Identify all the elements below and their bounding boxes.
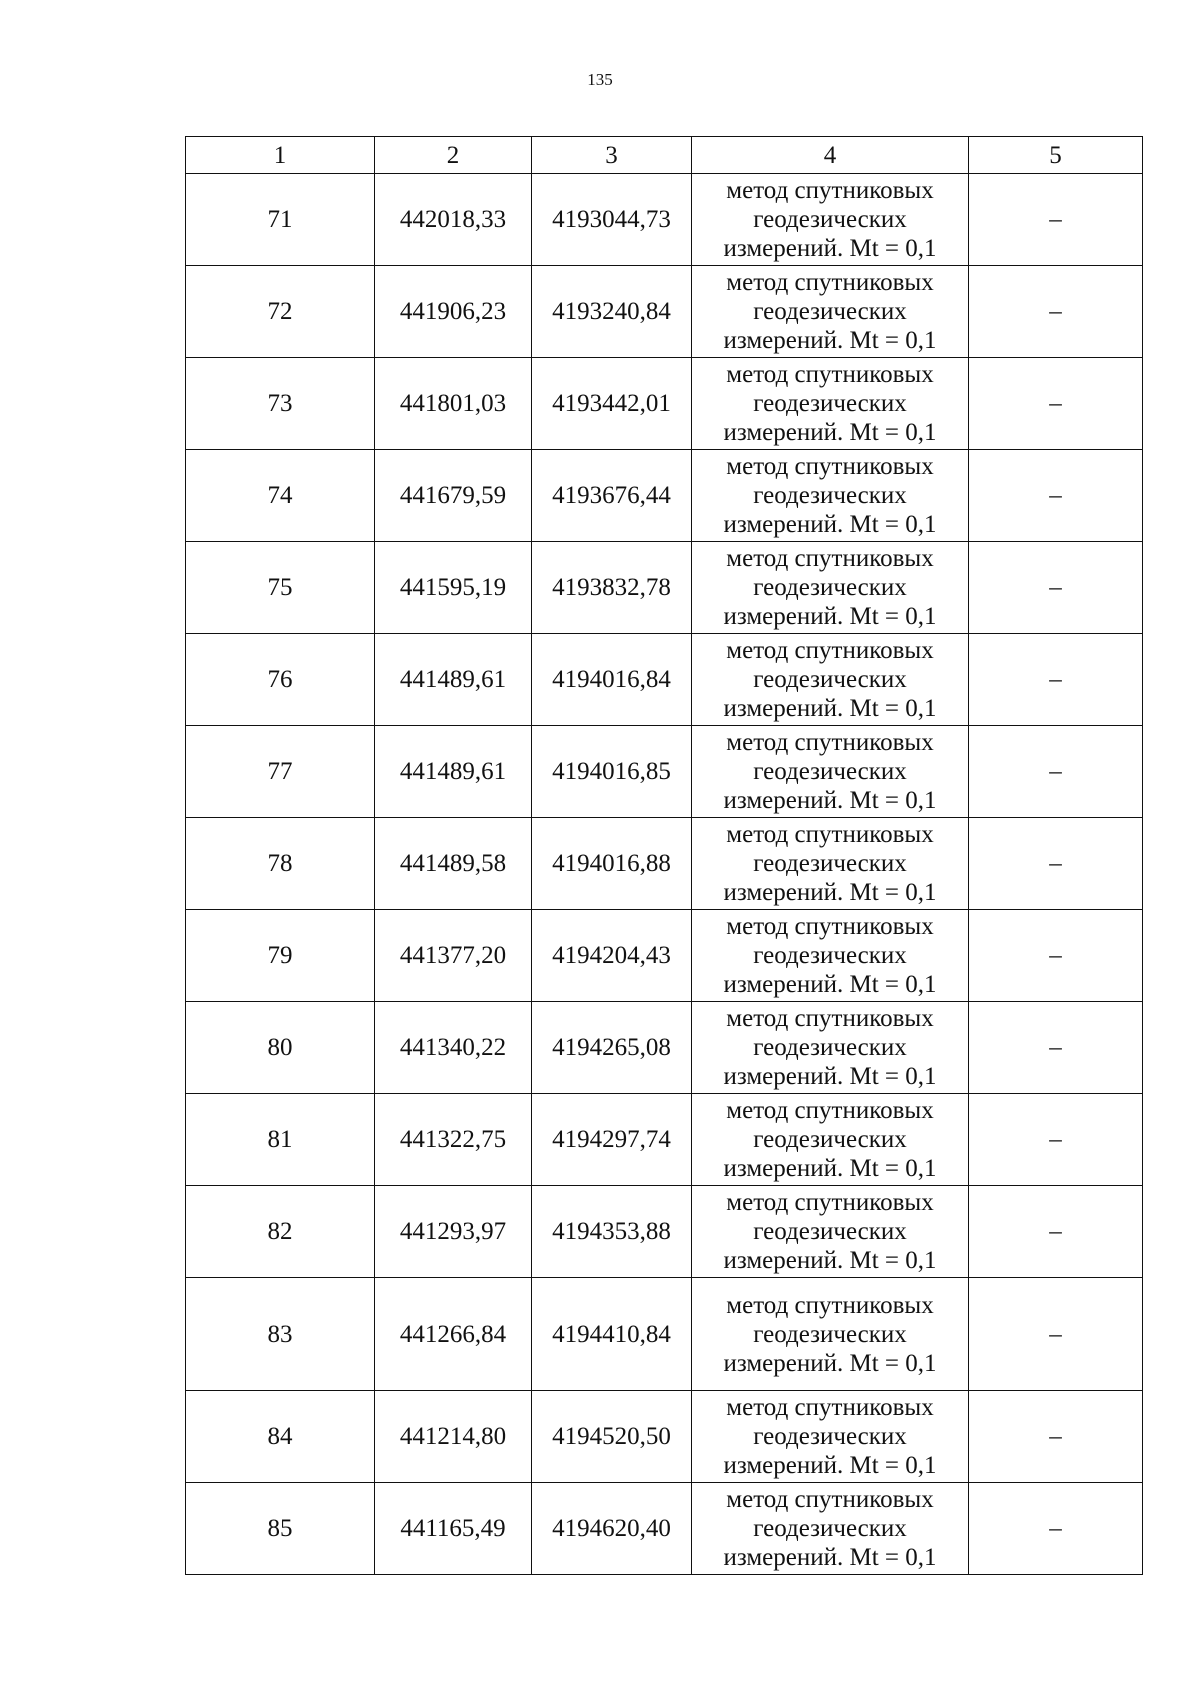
x-coordinate-cell: 442018,33 xyxy=(375,174,532,266)
point-number-cell: 72 xyxy=(186,266,375,358)
note-cell: – xyxy=(969,1278,1143,1391)
x-coordinate-cell: 441214,80 xyxy=(375,1391,532,1483)
table-row xyxy=(186,542,1143,634)
point-number-cell: 77 xyxy=(186,726,375,818)
x-coordinate-cell: 441489,58 xyxy=(375,818,532,910)
point-number-cell: 75 xyxy=(186,542,375,634)
note-cell: – xyxy=(969,1002,1143,1094)
y-coordinate-cell: 4194520,50 xyxy=(532,1391,692,1483)
note-cell: – xyxy=(969,1094,1143,1186)
method-cell: метод спутниковых геодезических измерений. Mt = 0,1 xyxy=(692,174,969,266)
table-row xyxy=(186,1483,1143,1575)
method-cell: метод спутниковых геодезических измерений. Mt = 0,1 xyxy=(692,1186,969,1278)
note-cell: – xyxy=(969,1186,1143,1278)
table-row xyxy=(186,358,1143,450)
header-cell-2: 2 xyxy=(375,137,532,174)
method-cell: метод спутниковых геодезических измерений. Mt = 0,1 xyxy=(692,450,969,542)
point-number-cell: 80 xyxy=(186,1002,375,1094)
table-header xyxy=(186,137,1143,174)
table-row xyxy=(186,1278,1143,1391)
note-cell: – xyxy=(969,542,1143,634)
header-cell-4: 4 xyxy=(692,137,969,174)
x-coordinate-cell: 441266,84 xyxy=(375,1278,532,1391)
note-cell: – xyxy=(969,1391,1143,1483)
note-cell: – xyxy=(969,1483,1143,1575)
point-number-cell: 81 xyxy=(186,1094,375,1186)
point-number-cell: 78 xyxy=(186,818,375,910)
point-number-cell: 71 xyxy=(186,174,375,266)
y-coordinate-cell: 4193240,84 xyxy=(532,266,692,358)
note-cell: – xyxy=(969,174,1143,266)
table-row xyxy=(186,1002,1143,1094)
y-coordinate-cell: 4193832,78 xyxy=(532,542,692,634)
y-coordinate-cell: 4194016,85 xyxy=(532,726,692,818)
table-row xyxy=(186,634,1143,726)
note-cell: – xyxy=(969,358,1143,450)
x-coordinate-cell: 441377,20 xyxy=(375,910,532,1002)
table-row xyxy=(186,910,1143,1002)
method-cell: метод спутниковых геодезических измерений. Mt = 0,1 xyxy=(692,1094,969,1186)
y-coordinate-cell: 4194353,88 xyxy=(532,1186,692,1278)
x-coordinate-cell: 441489,61 xyxy=(375,726,532,818)
x-coordinate-cell: 441340,22 xyxy=(375,1002,532,1094)
y-coordinate-cell: 4194410,84 xyxy=(532,1278,692,1391)
y-coordinate-cell: 4194297,74 xyxy=(532,1094,692,1186)
point-number-cell: 85 xyxy=(186,1483,375,1575)
note-cell: – xyxy=(969,818,1143,910)
method-cell: метод спутниковых геодезических измерений. Mt = 0,1 xyxy=(692,1391,969,1483)
point-number-cell: 79 xyxy=(186,910,375,1002)
method-cell: метод спутниковых геодезических измерений. Mt = 0,1 xyxy=(692,1483,969,1575)
table-row xyxy=(186,174,1143,266)
y-coordinate-cell: 4194204,43 xyxy=(532,910,692,1002)
method-cell: метод спутниковых геодезических измерений. Mt = 0,1 xyxy=(692,634,969,726)
method-cell: метод спутниковых геодезических измерений. Mt = 0,1 xyxy=(692,1002,969,1094)
method-cell: метод спутниковых геодезических измерений. Mt = 0,1 xyxy=(692,818,969,910)
method-cell: метод спутниковых геодезических измерений. Mt = 0,1 xyxy=(692,910,969,1002)
method-cell: метод спутниковых геодезических измерений. Mt = 0,1 xyxy=(692,358,969,450)
y-coordinate-cell: 4194016,88 xyxy=(532,818,692,910)
table-row xyxy=(186,818,1143,910)
method-cell: метод спутниковых геодезических измерений. Mt = 0,1 xyxy=(692,266,969,358)
table-body xyxy=(186,174,1143,1575)
note-cell: – xyxy=(969,450,1143,542)
x-coordinate-cell: 441165,49 xyxy=(375,1483,532,1575)
table-row xyxy=(186,266,1143,358)
table-row xyxy=(186,1094,1143,1186)
y-coordinate-cell: 4193676,44 xyxy=(532,450,692,542)
x-coordinate-cell: 441679,59 xyxy=(375,450,532,542)
x-coordinate-cell: 441489,61 xyxy=(375,634,532,726)
header-row xyxy=(186,137,1143,174)
x-coordinate-cell: 441293,97 xyxy=(375,1186,532,1278)
y-coordinate-cell: 4194620,40 xyxy=(532,1483,692,1575)
table-row xyxy=(186,450,1143,542)
coordinates-table xyxy=(185,136,1143,1575)
page-number: 135 xyxy=(587,70,613,89)
header-cell-3: 3 xyxy=(532,137,692,174)
point-number-cell: 73 xyxy=(186,358,375,450)
method-cell: метод спутниковых геодезических измерений. Mt = 0,1 xyxy=(692,542,969,634)
point-number-cell: 83 xyxy=(186,1278,375,1391)
x-coordinate-cell: 441595,19 xyxy=(375,542,532,634)
y-coordinate-cell: 4193044,73 xyxy=(532,174,692,266)
x-coordinate-cell: 441906,23 xyxy=(375,266,532,358)
x-coordinate-cell: 441801,03 xyxy=(375,358,532,450)
table-row xyxy=(186,1186,1143,1278)
note-cell: – xyxy=(969,634,1143,726)
y-coordinate-cell: 4194265,08 xyxy=(532,1002,692,1094)
point-number-cell: 74 xyxy=(186,450,375,542)
y-coordinate-cell: 4194016,84 xyxy=(532,634,692,726)
header-cell-5: 5 xyxy=(969,137,1143,174)
note-cell: – xyxy=(969,726,1143,818)
table-row xyxy=(186,726,1143,818)
point-number-cell: 76 xyxy=(186,634,375,726)
table-row xyxy=(186,1391,1143,1483)
y-coordinate-cell: 4193442,01 xyxy=(532,358,692,450)
x-coordinate-cell: 441322,75 xyxy=(375,1094,532,1186)
method-cell: метод спутниковых геодезических измерений. Mt = 0,1 xyxy=(692,726,969,818)
method-cell: метод спутниковых геодезических измерений. Mt = 0,1 xyxy=(692,1278,969,1391)
note-cell: – xyxy=(969,266,1143,358)
header-cell-1: 1 xyxy=(186,137,375,174)
note-cell: – xyxy=(969,910,1143,1002)
point-number-cell: 84 xyxy=(186,1391,375,1483)
point-number-cell: 82 xyxy=(186,1186,375,1278)
